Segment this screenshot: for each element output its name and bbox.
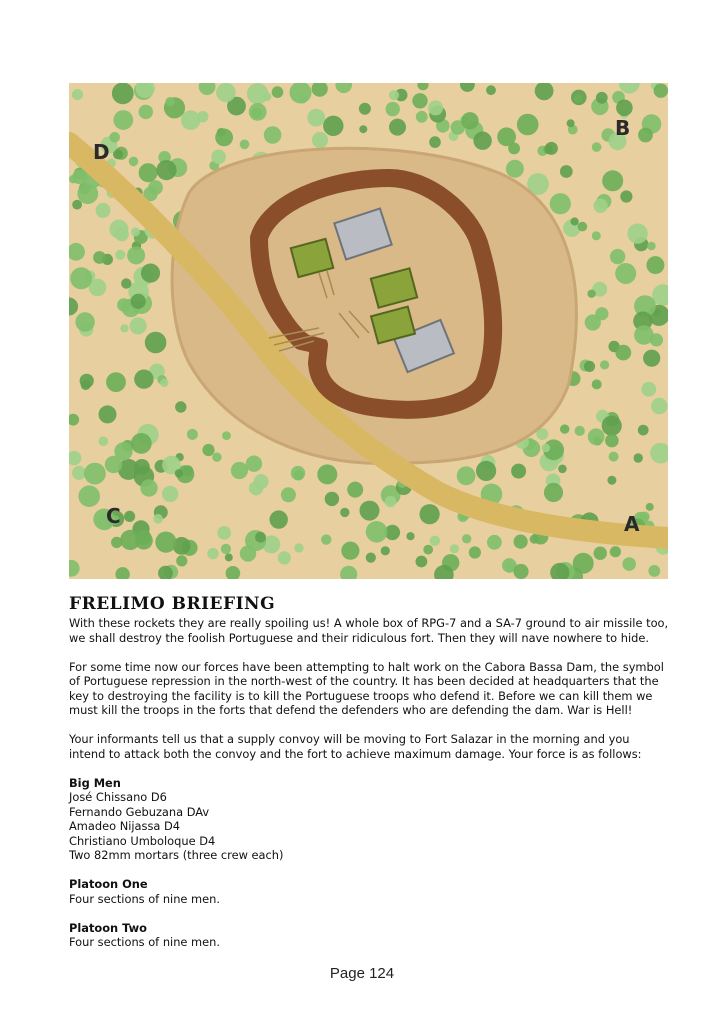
tree-foliage: [93, 251, 106, 264]
tree-foliage: [75, 312, 94, 331]
tree-foliage: [359, 103, 371, 115]
tree-foliage: [145, 332, 167, 354]
tree-foliage: [469, 546, 481, 558]
tree-foliage: [634, 453, 643, 462]
tree-foliage: [643, 350, 660, 367]
tree-foliage: [385, 496, 397, 508]
tree-foliage: [347, 482, 363, 498]
briefing-paragraph: Your informants tell us that a supply convoy will be moving to Fort Salazar in the morning and you intend to attack both the convoy and the fort to achieve maximum damage. Your force is as follows:: [69, 732, 642, 761]
tree-foliage: [560, 424, 569, 433]
tree-foliage: [634, 325, 654, 345]
platoon-one-heading: Platoon One: [69, 877, 148, 891]
tree-foliage: [155, 532, 176, 553]
tree-foliage: [596, 92, 608, 104]
tree-foliage: [153, 514, 163, 524]
tree-foliage: [225, 553, 233, 561]
map-label-c: C: [106, 504, 121, 528]
tree-foliage: [321, 534, 331, 544]
tree-foliage: [121, 278, 131, 288]
tree-foliage: [72, 169, 87, 184]
tree-foliage: [360, 501, 380, 521]
tree-foliage: [620, 190, 632, 202]
tree-foliage: [112, 83, 134, 104]
tree-foliage: [187, 429, 198, 440]
tree-foliage: [487, 535, 502, 550]
tree-foliage: [511, 464, 526, 479]
tree-foliage: [638, 128, 653, 143]
tree-foliage: [592, 231, 601, 240]
tree-foliage: [646, 503, 654, 511]
tree-foliage: [140, 479, 157, 496]
tree-foliage: [615, 263, 636, 284]
tree-foliage: [638, 425, 649, 436]
tree-foliage: [340, 508, 349, 517]
tree-foliage: [412, 93, 427, 108]
tree-foliage: [607, 476, 616, 485]
tree-foliage: [216, 83, 236, 102]
tree-foliage: [341, 542, 359, 560]
battlefield-map: [69, 83, 668, 579]
tree-foliage: [651, 398, 668, 415]
tree-foliage: [462, 534, 471, 543]
tree-foliage: [141, 264, 160, 283]
tree-foliage: [84, 463, 106, 485]
tree-foliage: [255, 532, 266, 543]
tree-foliage: [78, 485, 100, 507]
tree-foliage: [571, 217, 579, 225]
tree-foliage: [514, 535, 528, 549]
tree-foliage: [109, 132, 120, 143]
tree-foliage: [592, 379, 602, 389]
tree-foliage: [567, 119, 575, 127]
tree-foliage: [127, 246, 145, 264]
big-man-entry: José Chissano D6: [69, 790, 167, 804]
tree-foliage: [129, 157, 139, 167]
tree-foliage: [217, 526, 231, 540]
tree-foliage: [416, 111, 428, 123]
tree-foliage: [517, 114, 539, 136]
tree-foliage: [317, 464, 337, 484]
tree-foliage: [506, 160, 524, 178]
tree-foliage: [423, 545, 433, 555]
tree-foliage: [307, 109, 325, 127]
tree-foliage: [156, 160, 176, 180]
tree-foliage: [134, 459, 150, 475]
tree-foliage: [105, 456, 122, 473]
briefing-paragraph: For some time now our forces have been attempting to halt work on the Cabora Bassa Dam, the symbol of Portuguese repression in the north-west of the country. It has been decided at headquarters that the key to destroying the facility is to kill the Portuguese troops who defend it. Before we can kill them we must kill the troops in the forts that defend the defenders who are defending the dam. War is Hell!: [69, 659, 664, 717]
map-label-d: D: [93, 140, 110, 164]
tree-foliage: [197, 111, 208, 122]
tree-foliage: [585, 314, 601, 330]
tree-foliage: [115, 250, 125, 260]
tree-foliage: [176, 555, 187, 566]
tree-foliage: [211, 150, 226, 165]
tree-foliage: [389, 119, 406, 136]
tree-foliage: [81, 380, 91, 390]
tree-foliage: [131, 433, 152, 454]
tree-foliage: [627, 223, 647, 243]
tree-foliage: [450, 544, 459, 553]
tree-foliage: [647, 242, 656, 251]
tree-foliage: [96, 203, 111, 218]
tree-foliage: [181, 110, 201, 130]
tree-foliage: [654, 84, 668, 98]
tree-foliage: [428, 100, 443, 115]
tree-foliage: [124, 511, 135, 522]
tree-foliage: [113, 110, 133, 130]
tree-foliage: [240, 140, 250, 150]
tree-foliage: [574, 94, 582, 102]
tree-foliage: [389, 90, 399, 100]
tree-foliage: [120, 324, 128, 332]
tree-foliage: [162, 486, 178, 502]
tree-foliage: [160, 379, 168, 387]
tree-foliage: [165, 97, 174, 106]
tree-foliage: [594, 547, 607, 560]
tree-foliage: [560, 165, 573, 178]
platoon-one-section: [69, 877, 669, 906]
tree-foliage: [254, 474, 269, 489]
tree-foliage: [513, 564, 528, 579]
tree-foliage: [109, 220, 128, 239]
tree-foliage: [457, 466, 476, 485]
tree-foliage: [182, 465, 193, 476]
tree-foliage: [386, 102, 400, 116]
tree-foliage: [615, 345, 631, 361]
tree-foliage: [610, 546, 621, 557]
tree-foliage: [291, 466, 305, 480]
tree-foliage: [212, 453, 221, 462]
platoon-one-text: Four sections of nine men.: [69, 891, 220, 906]
tree-foliage: [312, 132, 328, 148]
tree-foliage: [602, 170, 623, 191]
tree-foliage: [476, 461, 496, 481]
tree-foliage: [550, 193, 571, 214]
tree-foliage: [416, 556, 428, 568]
tree-foliage: [593, 199, 607, 213]
platoon-two-section: [69, 921, 669, 950]
briefing-body: [69, 616, 669, 964]
tree-foliage: [70, 267, 92, 289]
page-number: Page 124: [329, 965, 395, 982]
tree-foliage: [249, 103, 267, 121]
tree-foliage: [117, 298, 130, 311]
tree-foliage: [175, 469, 184, 478]
tree-foliage: [246, 456, 262, 472]
tree-foliage: [588, 428, 605, 445]
tree-foliage: [602, 416, 622, 436]
big-man-entry: Amadeo Nijassa D4: [69, 819, 181, 833]
tree-foliage: [99, 436, 109, 446]
briefing-title: FRELIMO BRIEFING: [69, 594, 276, 614]
tree-foliage: [263, 92, 272, 101]
tree-foliage: [610, 249, 625, 264]
tree-foliage: [646, 256, 664, 274]
tree-foliage: [530, 535, 539, 544]
tree-foliage: [648, 565, 660, 577]
tree-foliage: [72, 89, 83, 100]
support-entry: Two 82mm mortars (three crew each): [69, 848, 284, 862]
tree-foliage: [131, 294, 146, 309]
tree-foliage: [575, 426, 585, 436]
tree-foliage: [139, 163, 158, 182]
tree-foliage: [270, 510, 288, 528]
tree-foliage: [323, 116, 343, 136]
tree-foliage: [175, 401, 186, 412]
tree-foliage: [578, 222, 588, 232]
tree-foliage: [545, 142, 558, 155]
tree-foliage: [148, 180, 163, 195]
tree-foliage: [325, 492, 339, 506]
tree-foliage: [294, 543, 303, 552]
big-men-section: [69, 776, 669, 863]
briefing-paragraph: With these rockets they are really spoiling us! A whole box of RPG-7 and a SA-7 ground to air missile too, we shall destroy the foolish Portuguese and their ridiculous fort. Then they will nave nowhere to hide.: [69, 616, 669, 645]
tree-foliage: [134, 370, 153, 389]
tree-foliage: [272, 86, 284, 98]
tree-foliage: [592, 142, 602, 152]
tree-foliage: [605, 434, 619, 448]
tree-foliage: [202, 444, 214, 456]
tree-foliage: [207, 548, 218, 559]
platoon-two-heading: Platoon Two: [69, 920, 147, 935]
tree-foliage: [558, 465, 567, 474]
tree-foliage: [217, 128, 226, 137]
tree-foliage: [461, 112, 478, 129]
tree-foliage: [366, 521, 388, 543]
tree-foliage: [281, 487, 296, 502]
tree-foliage: [641, 382, 656, 397]
tree-foliage: [131, 227, 140, 236]
tree-foliage: [72, 466, 86, 480]
tree-foliage: [430, 536, 440, 546]
tree-foliage: [622, 557, 636, 571]
tree-foliage: [264, 126, 282, 144]
tree-foliage: [222, 431, 231, 440]
tree-foliage: [600, 360, 609, 369]
tree-foliage: [106, 372, 126, 392]
platoon-two-text: Four sections of nine men.: [69, 935, 220, 949]
tree-foliage: [486, 85, 496, 95]
big-men-heading: Big Men: [69, 775, 121, 790]
tree-foliage: [420, 504, 440, 524]
tree-foliage: [278, 551, 291, 564]
tree-foliage: [541, 444, 550, 453]
big-man-entry: Fernando Gebuzana DAv: [69, 804, 210, 819]
tree-foliage: [231, 462, 248, 479]
tree-foliage: [616, 100, 633, 117]
tree-foliage: [584, 361, 595, 372]
map-label-a: A: [624, 512, 640, 536]
tree-foliage: [130, 317, 147, 334]
tree-foliage: [136, 530, 151, 545]
tree-foliage: [359, 125, 367, 133]
tree-foliage: [473, 132, 491, 150]
tree-foliage: [609, 452, 619, 462]
tree-foliage: [99, 405, 117, 423]
tree-foliage: [72, 200, 82, 210]
tree-foliage: [406, 532, 414, 540]
big-man-entry: Christiano Umboloque D4: [69, 833, 216, 848]
map-label-b: B: [615, 116, 631, 140]
tree-foliage: [587, 290, 595, 298]
tree-foliage: [139, 105, 153, 119]
tree-foliage: [429, 136, 441, 148]
tree-foliage: [381, 546, 390, 555]
tree-foliage: [497, 127, 516, 146]
tree-foliage: [366, 553, 376, 563]
tree-foliage: [544, 483, 563, 502]
tree-foliage: [221, 544, 231, 554]
